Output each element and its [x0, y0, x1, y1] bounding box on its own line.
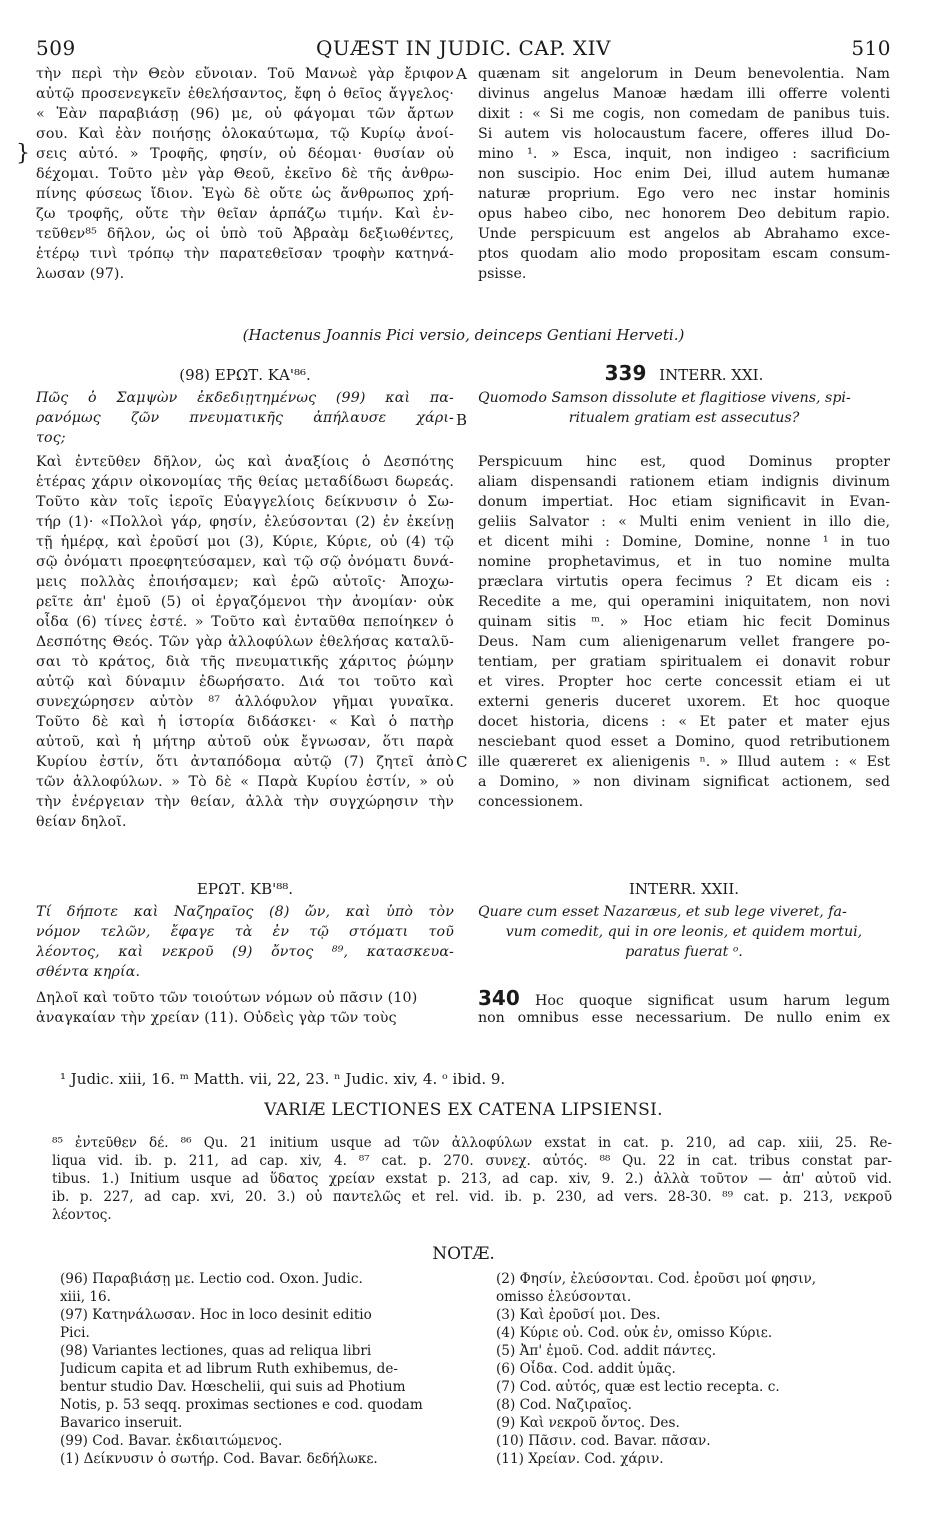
greek-question-line: Πῶς ὁ Σαμψὼν ἐκδεδιῃτημένως (99) καὶ πα- — [36, 390, 454, 406]
left-page-number: 509 — [36, 36, 76, 60]
latin-line: et vires. Propter hoc certe concessit etiam ei ut — [478, 674, 890, 690]
latin-line: divinus angelus Manoæ hædam illi offerre volenti — [478, 86, 890, 102]
note-line: (2) Φησίν, ἐλεύσονται. Cod. ἐροῦσι μοί φησιν, — [496, 1271, 817, 1287]
latin-line: externi generis duceret uxorem. Et hoc quoque — [478, 694, 890, 710]
q21-latin-heading-text: INTERR. XXI. — [659, 366, 764, 384]
note-line: xiii, 16. — [60, 1289, 111, 1305]
note-line: (7) Cod. αὐτός, quæ est lectio recepta. c. — [496, 1379, 780, 1395]
greek-question-line: τος; — [36, 430, 66, 446]
greek-question-line: ρανόμως ζῶν πνευματικῆς ἀπήλαυσε χάρι- — [36, 410, 454, 426]
variae-line: ⁸⁵ ἐντεῦθεν δέ. ⁸⁶ Qu. 21 initium usque ad τῶν ἀλλοφύλων exstat in cat. p. 210, ad cap. xiii, 25. Re- — [52, 1135, 892, 1151]
greek-line: οἶδα (6) τίνες ἐστέ. » Τοῦτο καὶ ἐνταῦθα πεποίηκεν ὁ — [36, 614, 454, 630]
latin-line: naturæ proprium. Ego vero nec instar hominis — [478, 186, 890, 202]
greek-line: σαι τὸ κράτος, διὰ τῆς πνευματικῆς χάριτος ῥώμην — [36, 654, 454, 670]
variae-block — [52, 1134, 892, 1224]
greek-line: αὐτοῦ, καὶ ἡ μήτηρ αὐτοῦ οὐκ ἔγνωσαν, ὅτι παρὰ — [36, 734, 454, 750]
greek-line: ζω τροφῆς, οὔτε τὴν θεῖαν ἁρπάζω τιμήν. Καὶ ἐν- — [36, 206, 454, 222]
q22-greek-heading: ΕΡΩΤ. ΚΒ'⁸⁸. — [196, 880, 294, 898]
note-line: bentur studio Dav. Hœschelii, qui suis ad Photium — [60, 1379, 406, 1395]
greek-question-line: σθέντα κηρία. — [36, 964, 141, 980]
latin-line: præclara virtutis opera fecimus ? Et dicam eis : — [478, 574, 890, 590]
latin-line: Si autem vis holocaustum facere, offeres illud Do- — [478, 126, 890, 142]
variae-title: VARIÆ LECTIONES EX CATENA LIPSIENSI. — [264, 1100, 663, 1120]
q22-latin-question — [478, 902, 890, 962]
q22-latin-body — [478, 988, 890, 1028]
q22-latin-line: non omnibus esse necessarium. De nullo enim ex — [478, 1010, 890, 1026]
latin-line: aliam dispensandi rationem etiam indignis divinum — [478, 474, 890, 490]
latin-line: mino ¹. » Esca, inquit, non indigeo : sacrificium — [478, 146, 890, 162]
margin-letter-a: A — [456, 65, 467, 83]
note-line: (6) Οἶδα. Cod. addit ὑμᾶς. — [496, 1361, 676, 1377]
greek-line: Κυρίου ἐστίν, ὅτι ἀνταπόδομα αὐτῷ (7) ζητεῖ ἀπὸ — [36, 754, 454, 770]
top-latin-column — [478, 64, 890, 284]
latin-question-line: vum comedit, qui in ore leonis, et quidem mortui, — [505, 924, 863, 940]
q21-latin-heading — [478, 362, 890, 384]
header-title: QUÆST IN JUDIC. CAP. XIV — [316, 36, 611, 60]
q22-latin-heading: INTERR. XXII. — [628, 880, 740, 898]
greek-line: Τοῦτο κὰν τοῖς ἱεροῖς Εὐαγγελίοις δείκνυσιν ὁ Σω- — [36, 494, 454, 510]
greek-line: Δεσπότης Θεός. Τῶν γὰρ ἀλλοφύλων ἐθελήσας καταλῦ- — [36, 634, 454, 650]
greek-line: Δηλοῖ καὶ τοῦτο τῶν τοιούτων νόμων οὐ πᾶσιν (10) — [36, 990, 418, 1006]
latin-line: nesciebant quod esset a Domino, quod retributionem — [478, 734, 890, 750]
latin-line: dixit : « Si me cogis, non comedam de panibus tuis. — [478, 106, 890, 122]
greek-line: ἑτέρῳ τινὶ τρόπῳ τὴν παρατεθεῖσαν τροφὴν κατηνά- — [36, 246, 454, 262]
q21-latin-body — [478, 452, 890, 812]
greek-line: συνεχώρησεν αὐτὸν ⁸⁷ ἀλλόφυλον γῆμαι γυναῖκα. — [36, 694, 454, 710]
latin-line: quinam sitis ᵐ. » Hoc etiam hic fecit Dominus — [478, 614, 890, 630]
latin-line: tentiam, per gratiam spiritualem ei donavit robur — [478, 654, 890, 670]
note-line: (98) Variantes lectiones, quas ad reliqua libri — [60, 1343, 372, 1359]
greek-line: σου. Καὶ ἐὰν ποιήσῃς ὁλοκαύτωμα, τῷ Κυρίῳ ἀνοί- — [36, 126, 454, 142]
latin-line: non suscipio. Hoc enim Dei, illud autem humanæ — [478, 166, 890, 182]
latin-line: nomine prophetavimus, et in tuo nomine multa — [478, 554, 890, 570]
q22-latin-first-line: Hoc quoque significat usum harum legum — [534, 993, 890, 1008]
latin-question-line: Quare cum esset Nazaræus, et sub lege viveret, fa- — [478, 904, 847, 920]
greek-line: αὐτῷ προσενεγκεῖν ἐθελήσαντος, ἔφη ὁ θεῖος ἄγγελος· — [36, 86, 454, 102]
latin-question-line: ritualem gratiam est assecutus? — [568, 410, 800, 426]
note-line: Notis, p. 53 seqq. proximas sectiones e cod. quodam — [60, 1397, 423, 1413]
margin-brace: } — [16, 141, 30, 166]
q21-latin-question — [478, 388, 890, 428]
greek-line: τὴν ἐνέργειαν τὴν θείαν, ἀλλὰ τὴν συγχώρησιν τὴν — [36, 794, 454, 810]
greek-line: τῶν ἀλλοφύλων. » Τὸ δὲ « Παρὰ Κυρίου ἐστίν, » οὐ — [36, 774, 454, 790]
latin-question-line: Quomodo Samson dissolute et flagitiose vivens, spi- — [478, 390, 851, 406]
q21-greek-body — [36, 452, 454, 832]
note-line: omisso ἐλεύσονται. — [496, 1289, 632, 1305]
latin-line: Unde perspicuum est angelos ab Abrahamo exce- — [478, 226, 890, 242]
greek-line: σεις αὐτό. » Τροφῆς, φησίν, οὐ δέομαι· θυσίαν οὐ — [36, 146, 454, 162]
q22-greek-body — [36, 988, 454, 1028]
greek-question-line: λέοντος, καὶ νεκροῦ (9) ὄντος ⁸⁹, κατασκευα- — [36, 944, 454, 960]
q22-greek-question — [36, 902, 454, 982]
note-line: Pici. — [60, 1325, 90, 1341]
note-line: (96) Παραβιάσῃ με. Lectio cod. Oxon. Judic. — [60, 1271, 363, 1287]
greek-question-line: νόμον τελῶν, ἔφαγε τὰ ἐν τῷ στόματι τοῦ — [36, 924, 454, 940]
latin-line: opus habeo cibo, nec honorem Deo debitum rapio. — [478, 206, 890, 222]
note-line: Bavarico inseruit. — [60, 1415, 183, 1431]
greek-line: μεις πολλὰς ἐποιήσαμεν; καὶ ἐρῶ αὐτοῖς· Ἀποχω- — [36, 574, 454, 590]
greek-line: ἀναγκαίαν τὴν χρείαν (11). Οὐδεὶς γὰρ τῶν τοὺς — [36, 1010, 397, 1026]
note-line: (9) Καὶ νεκροῦ ὄντος. Des. — [496, 1415, 680, 1431]
latin-line: donum impertiat. Hoc etiam significavit in Evan- — [478, 494, 890, 510]
greek-line: λωσαν (97). — [36, 266, 125, 282]
margin-letter-b: B — [456, 411, 468, 429]
latin-line: docet historia, dicens : « Et pater et mater ejus — [478, 714, 890, 730]
note-line: (11) Χρείαν. Cod. χάριν. — [496, 1451, 664, 1467]
greek-line: τῇ ἡμέρᾳ, καὶ ἐροῦσί μοι (3), Κύριε, Κύριε, οὐ (4) τῷ — [36, 534, 454, 550]
greek-line: Καὶ ἐντεῦθεν δῆλον, ὡς καὶ ἀναξίοις ὁ Δεσπότης — [36, 454, 454, 470]
variae-line: λέοντος. — [52, 1207, 112, 1223]
notae-right-column — [496, 1270, 896, 1468]
greek-line: τὴν περὶ τὴν Θεὸν εὔνοιαν. Τοῦ Μανωὲ γὰρ ἔριφον — [36, 66, 454, 82]
latin-line: quænam sit angelorum in Deum benevolentia. Nam — [478, 66, 890, 82]
note-line: Judicum capita et ad librum Ruth exhibemus, de- — [60, 1361, 398, 1377]
q21-greek-heading: (98) ΕΡΩΤ. ΚΑ'⁸⁶. — [179, 366, 311, 384]
notae-left-column — [60, 1270, 460, 1468]
note-line: (3) Καὶ ἐροῦσί μοι. Des. — [496, 1307, 661, 1323]
q21-greek-heading-wrap — [36, 364, 454, 386]
variae-line: liqua vid. ib. p. 211, ad cap. xiv, 4. ⁸⁷ cat. p. 270. συνεχ. αὐτός. ⁸⁸ Qu. 22 in cat. tribus constat par- — [52, 1153, 892, 1169]
scripture-footnotes: ¹ Judic. xiii, 16. ᵐ Matth. vii, 22, 23. ⁿ Judic. xiv, 4. ᵒ ibid. 9. — [60, 1070, 506, 1088]
section-number-339: 339 — [604, 361, 647, 385]
q22-latin-line — [478, 988, 890, 1008]
note-line: (10) Πᾶσιν. cod. Bavar. πᾶσαν. — [496, 1433, 711, 1449]
note-line: (5) Ἀπ' ἐμοῦ. Cod. addit πάντες. — [496, 1343, 717, 1359]
latin-question-line: paratus fuerat ᵒ. — [625, 944, 743, 960]
latin-line: Recedite a me, qui operamini iniquitatem, non novi — [478, 594, 890, 610]
q21-greek-question — [36, 388, 454, 448]
running-header — [36, 34, 891, 62]
greek-line: τεῦθεν⁸⁵ δῆλον, ὡς οἱ ὑπὸ τοῦ Ἀβραὰμ δεξιωθέντες, — [36, 226, 454, 242]
latin-line: ptos quodam alio modo propositam escam consum- — [478, 246, 890, 262]
greek-line: αὐτῷ καὶ δύναμιν ἐδωρήσατο. Διά τοι τοῦτο καὶ — [36, 674, 454, 690]
section-number-340: 340 — [478, 988, 520, 1008]
top-greek-column — [36, 64, 454, 284]
latin-line: ille quæreret ex alienigenis ⁿ. » Illud autem : « Est — [478, 754, 890, 770]
margin-letter-c: C — [456, 753, 468, 771]
greek-line: δέχομαι. Τοῦτο μὲν γὰρ Θεοῦ, ἐκεῖνο δὲ τῆς ἀνθρω- — [36, 166, 454, 182]
greek-line: Τοῦτο δὲ καὶ ἡ ἱστορία διδάσκει· « Καὶ ὁ πατὴρ — [36, 714, 454, 730]
note-line: (4) Κύριε οὐ. Cod. οὐκ ἐν, omisso Κύριε. — [496, 1325, 773, 1341]
note-line: (1) Δείκνυσιν ὁ σωτήρ. Cod. Bavar. δεδήλωκε. — [60, 1451, 378, 1467]
note-line: (99) Cod. Bavar. ἐκδιαιτώμενος. — [60, 1433, 283, 1449]
latin-line: a Domino, » non divinam significat actionem, sed — [478, 774, 890, 790]
note-line: (97) Κατηνάλωσαν. Hoc in loco desinit editio — [60, 1307, 372, 1323]
latin-line: et dicent mihi : Domine, Domine, nonne ¹ in tuo — [478, 534, 890, 550]
variae-line: tibus. 1.) Initium usque ad ὕδατος χρείαν exstat p. 213, ad cap. xiv, 9. 2.) ἀλλὰ τοῦτον — ἀπ' αὐτοῦ vid. — [52, 1171, 892, 1187]
q21-latin-heading-wrap — [478, 362, 890, 384]
greek-line: ρεῖτε ἀπ' ἐμοῦ (5) οἱ ἐργαζόμενοι τὴν ἀνομίαν· οὐκ — [36, 594, 454, 610]
greek-line: « Ἐὰν παραβιάσῃ (96) με, οὐ φάγομαι τῶν ἄρτων — [36, 106, 454, 122]
version-note: (Hactenus Joannis Pici versio, deinceps Gentiani Herveti.) — [242, 326, 685, 344]
q22-greek-heading-wrap — [36, 878, 454, 900]
latin-line: geliis Salvator : « Multi enim venient in illo die, — [478, 514, 890, 530]
latin-line: Perspicuum hinc est, quod Dominus propter — [478, 454, 890, 470]
greek-line: τήρ (1)· «Πολλοὶ γάρ, φησίν, ἐλεύσονται (2) ἐν ἐκείνῃ — [36, 514, 454, 530]
greek-line: πίνης φύσεως ἴδιον. Ἐγὼ δὲ οὔτε ὡς ἄνθρωπος χρή- — [36, 186, 454, 202]
variae-line: ib. p. 227, ad cap. xvi, 20. 3.) οὐ παντελῶς et rel. vid. ib. p. 230, ad vers. 28-30. ⁸⁹ cat. p. 213, νεκροῦ — [52, 1189, 892, 1205]
greek-question-line: Τί δήποτε καὶ Ναζηραῖος (8) ὤν, καὶ ὑπὸ τὸν — [36, 904, 454, 920]
greek-line: θείαν δηλοῖ. — [36, 814, 127, 830]
latin-line: psisse. — [478, 266, 527, 282]
right-page-number: 510 — [851, 36, 891, 60]
greek-line: ἑτέρας χάριν οἰκονομίας τῆς θείας μεταδίδωσι δωρεάς. — [36, 474, 454, 490]
notae-title: NOTÆ. — [432, 1244, 495, 1264]
note-line: (8) Cod. Ναζιραῖος. — [496, 1397, 632, 1413]
q22-latin-heading-wrap — [478, 878, 890, 900]
latin-line: Deus. Nam cum alienigenarum vellet frangere po- — [478, 634, 890, 650]
latin-line: concessionem. — [478, 794, 584, 810]
greek-line: σῷ ὀνόματι προεφητεύσαμεν, καὶ τῷ σῷ ὀνόματι δυνά- — [36, 554, 454, 570]
